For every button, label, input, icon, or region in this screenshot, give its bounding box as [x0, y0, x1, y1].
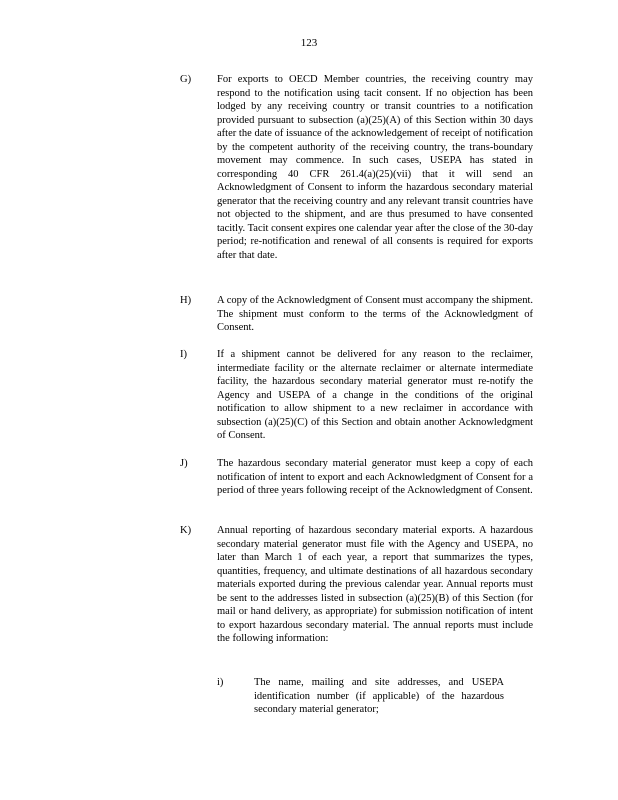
paragraph-label: J)	[180, 458, 188, 469]
paragraph-text: If a shipment cannot be delivered for any reason to the reclaimer, intermediate facility or the alternate reclaimer or alternate intermediate facility, the hazardous secondary material generator must re-notify the Agency and USEPA of a change in the conditions of the original notification to allow shipment to a new reclaimer in accordance with subsection (a)(25)(C) of this Section and obtain another Acknowledgment of Consent.	[217, 349, 533, 441]
paragraph-label: H)	[180, 295, 192, 306]
paragraph-text: The hazardous secondary material generator must keep a copy of each notification of intent to export and each Acknowledgment of Consent for a period of three years following receipt of the Acknowledgment of Consent.	[217, 458, 533, 496]
paragraph-text: Annual reporting of hazardous secondary material exports. A hazardous secondary material generator must file with the Agency and USEPA, no later than March 1 of each year, a report that summarizes the types, quantities, frequency, and ultimate destinations of all hazardous secondary materials exported during the previous calendar year. Annual reports must be sent to the addresses listed in subsection (a)(25)(B) of this Section (for mail or hand delivery, as appropriate) for submission notification of intent to export hazardous secondary material. The annual reports must include the following information:	[217, 525, 533, 644]
subparagraph-label: i)	[217, 677, 224, 688]
subparagraph-text: The name, mailing and site addresses, and USEPA identification number (if applicable) of the hazardous secondary material generator;	[254, 677, 504, 715]
paragraph-text: For exports to OECD Member countries, the receiving country may respond to the notification using tacit consent. If no objection has been lodged by any receiving country or transit countries to a notification provided pursuant to subsection (a)(25)(A) of this Section within 30 days after the date of issuance of the acknowledgement of receipt of notification by the competent authority of the receiving country, the trans-boundary movement may commence. In such cases, USEPA has stated in corresponding 40 CFR 261.4(a)(25)(vii) that it will send an Acknowledgment of Consent to inform the hazardous secondary material generator that the receiving country and any relevant transit countries have not objected to the shipment, and are thus presumed to have consented tacitly. Tacit consent expires one calendar year after the close of the 30-day period; re-notification and renewal of all consents is required for exports after that date.	[217, 74, 533, 261]
paragraph-label: K)	[180, 525, 192, 536]
paragraph-label: I)	[180, 349, 187, 360]
page-number: 123	[300, 37, 318, 49]
paragraph-label: G)	[180, 74, 192, 85]
paragraph-text: A copy of the Acknowledgment of Consent must accompany the shipment. The shipment must conform to the terms of the Acknowledgment of Consent.	[217, 295, 533, 333]
